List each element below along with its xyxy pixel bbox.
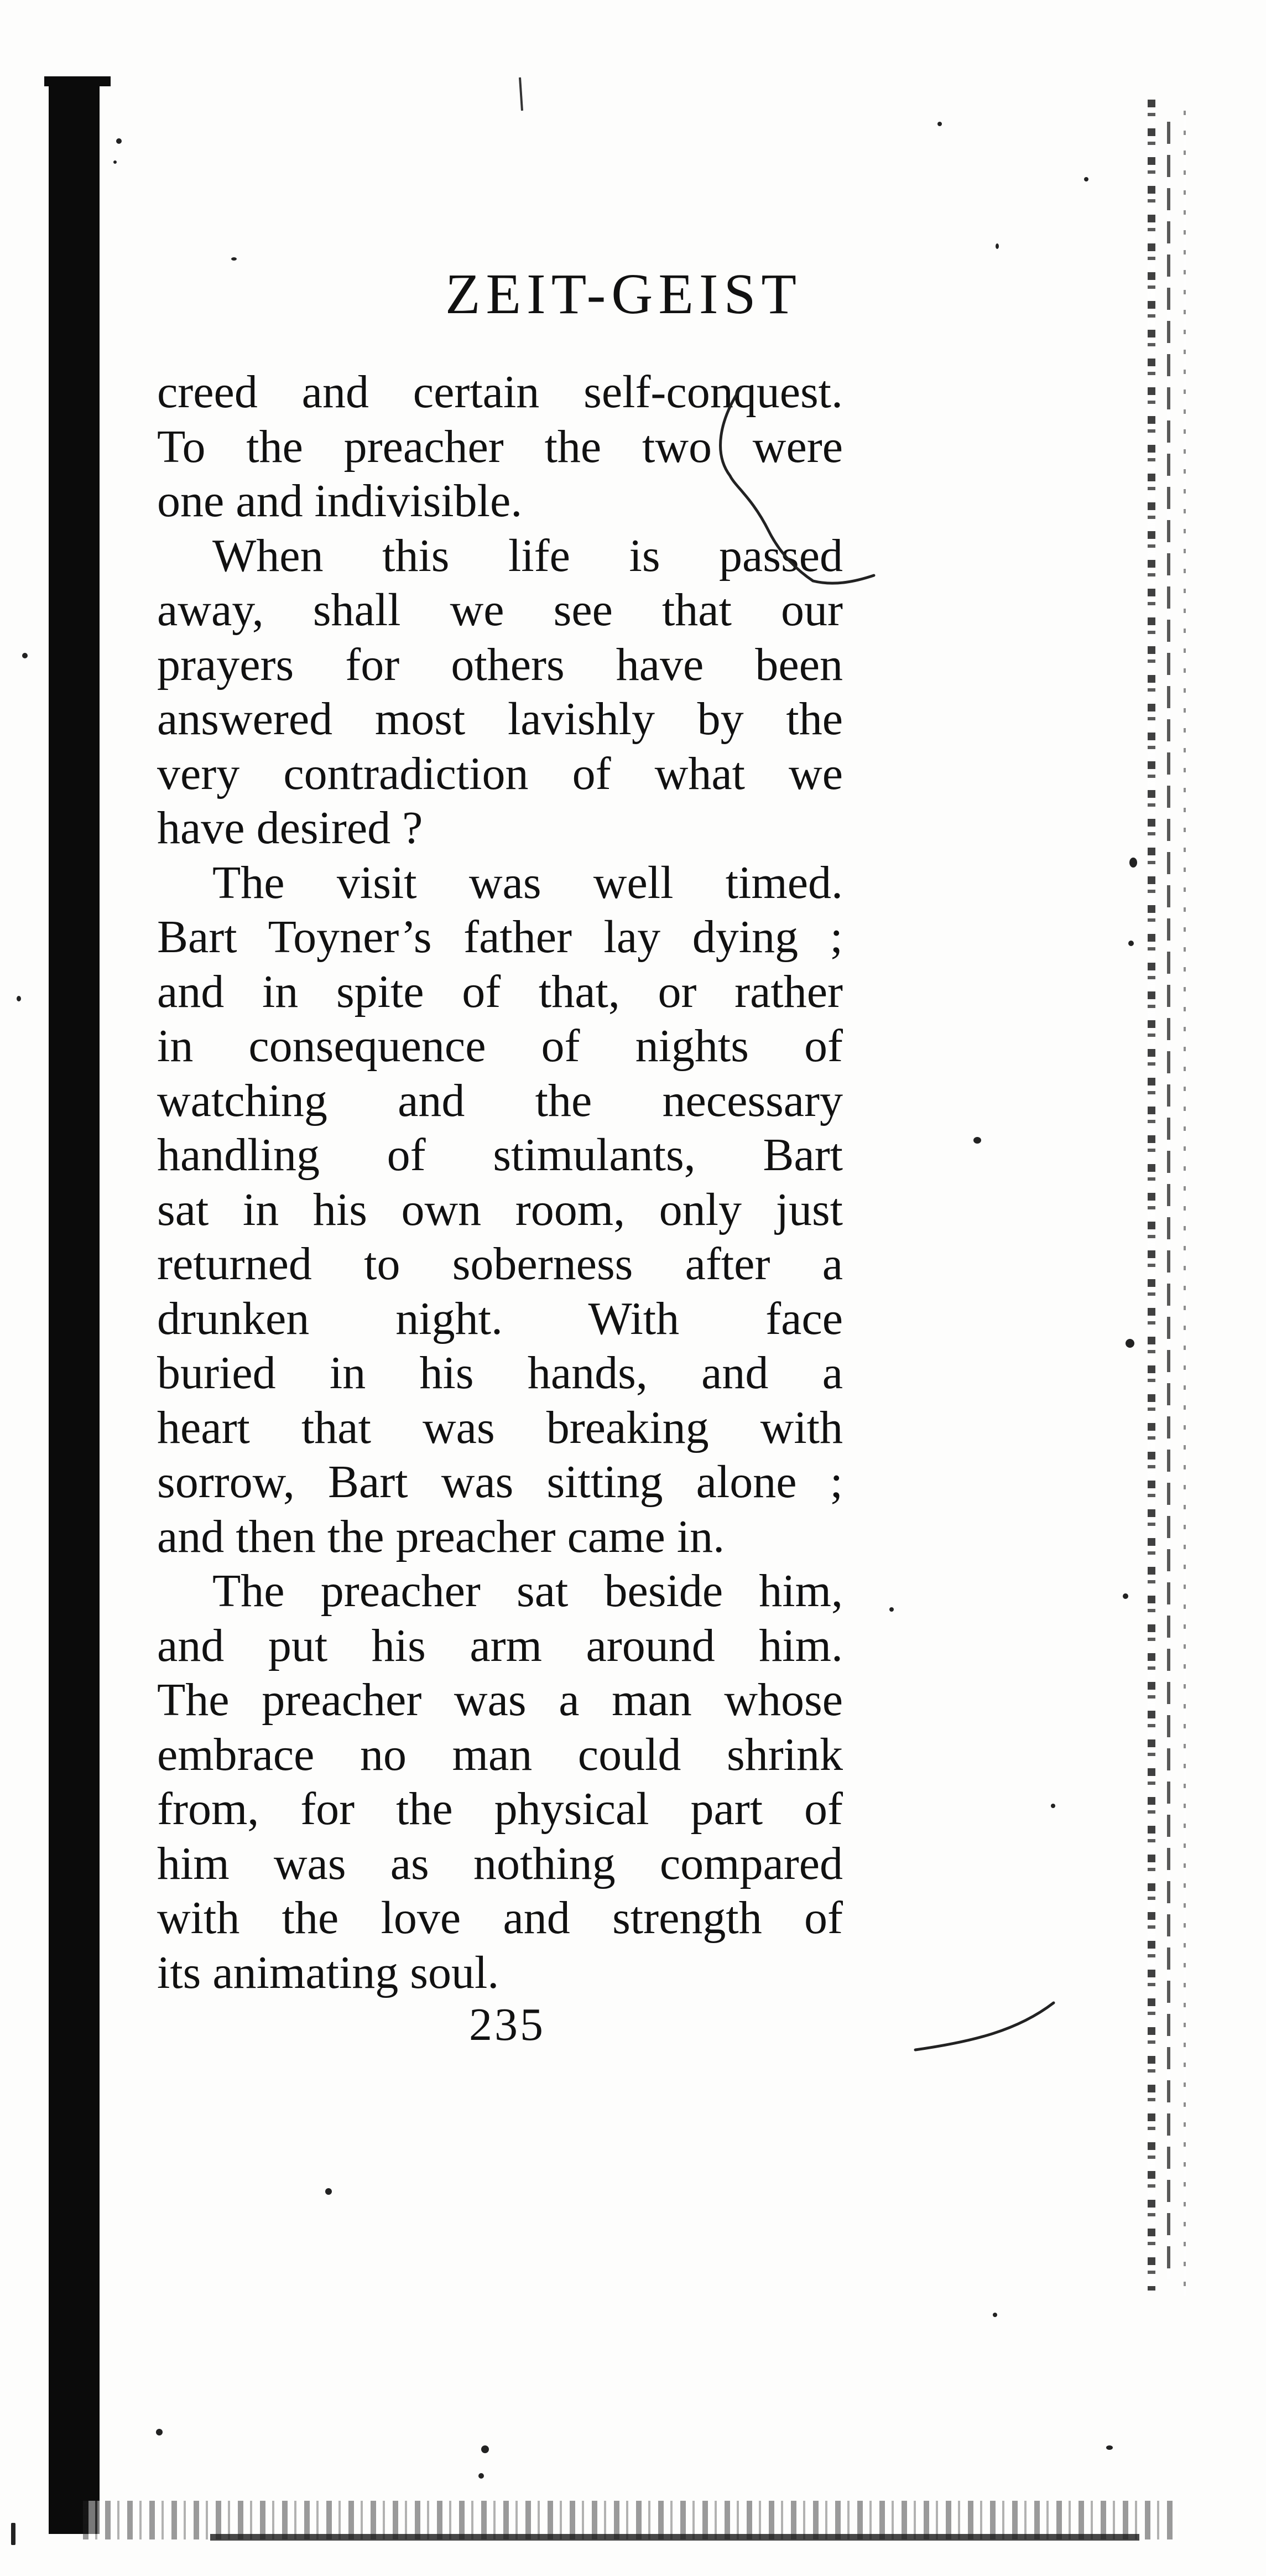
text-line: and in spite of that, or rather [157,965,843,1017]
text-line: sorrow, Bart was sitting alone ; [157,1456,843,1508]
text-line: with the love and strength of [157,1892,843,1944]
text-line: The preacher sat beside him, [212,1565,843,1617]
text-line: The preacher was a man whose [157,1674,843,1726]
scan-speck [113,160,117,164]
scan-speck [17,996,21,1001]
scan-speck [996,243,999,249]
scan-speck [1128,941,1134,946]
text-line: To the preacher the two were [157,420,843,472]
text-line: away, shall we see that our [157,584,843,636]
scan-edge-right [1148,100,1155,2291]
binding-edge [49,77,100,2534]
text-line: have desired ? [157,802,423,854]
scan-speck [156,2429,163,2435]
pencil-line-mark [915,2003,1054,2050]
text-line: Bart Toyner’s father lay dying ; [157,911,843,963]
text-line: When this life is passed [212,529,843,581]
text-line: heart that was breaking with [157,1401,843,1453]
scan-speck [325,2188,332,2195]
scan-speck [1106,2445,1113,2450]
scan-speck [1126,1339,1134,1348]
text-line: returned to soberness after a [157,1238,843,1290]
text-line: drunken night. With face [157,1292,843,1344]
pencil-tick-mark [520,77,522,111]
scan-speck [478,2473,484,2479]
scan-edge-right-inner [1167,122,1170,2279]
text-line: in consequence of nights of [157,1020,843,1072]
scan-speck [973,1137,981,1144]
body-text [157,365,843,2000]
scan-speck [1123,1593,1128,1599]
running-header: ZEIT-GEIST [445,262,802,326]
text-line: prayers for others have been [157,638,843,690]
page-number: 235 [469,1999,545,2050]
scan-edge-right-outer [1184,111,1186,2296]
text-line: buried in his hands, and a [157,1347,843,1399]
text-line: and put his arm around him. [157,1619,843,1671]
text-line: sat in his own room, only just [157,1183,843,1235]
scan-speck [1129,858,1137,868]
text-line: him was as nothing compared [157,1837,843,1889]
scan-speck [116,138,122,144]
scan-speck [1051,1804,1055,1808]
scan-speck [22,653,28,658]
text-line: embrace no man could shrink [157,1728,843,1780]
scan-speck [1084,177,1088,181]
text-line: one and indivisible. [157,475,523,527]
text-line: creed and certain self-conquest. [157,366,843,418]
scan-speck [11,2523,15,2545]
scan-speck [889,1607,894,1612]
scan-speck [231,257,237,261]
text-line: answered most lavishly by the [157,693,843,745]
text-line: watching and the necessary [157,1074,843,1126]
scan-speck [481,2445,489,2453]
text-line: very contradiction of what we [157,747,843,799]
text-line: and then the preacher came in. [157,1510,725,1562]
text-line: The visit was well timed. [212,856,843,908]
text-line: from, for the physical part of [157,1783,843,1835]
scan-speck [993,2313,997,2317]
scan-edge-bottom-line [210,2534,1139,2541]
text-line: handling of stimulants, Bart [157,1129,843,1181]
scan-speck [937,122,942,126]
text-line: its animating soul. [157,1946,499,1998]
